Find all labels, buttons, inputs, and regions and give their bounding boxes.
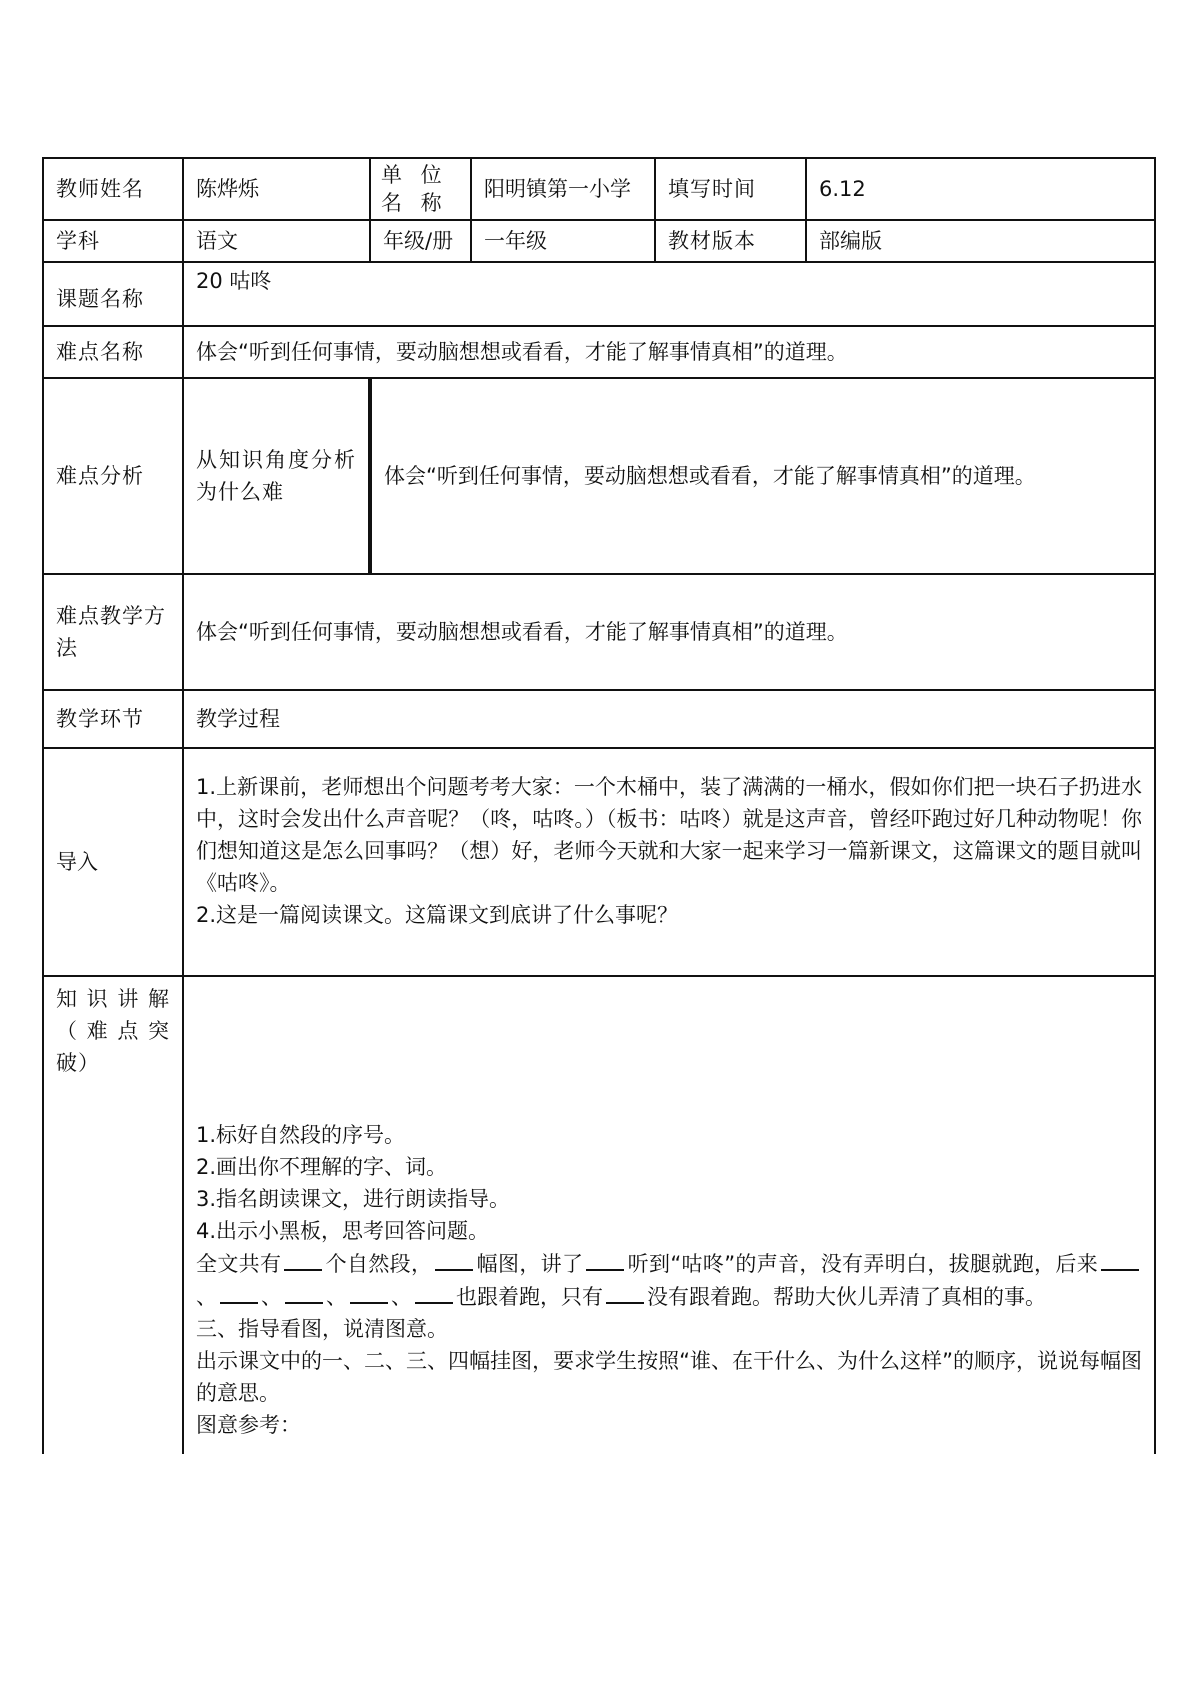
fill-text-f: 没有跟着跑。帮助大伙儿弄清了真相的事。 xyxy=(647,1285,1046,1309)
knowledge-label: 知识讲解（难点突破） xyxy=(43,976,183,1454)
fill-text-a: 全文共有 xyxy=(196,1252,282,1276)
edition-label: 教材版本 xyxy=(655,220,806,262)
difficulty-row xyxy=(43,326,1155,378)
knowledge-step-5: 三、指导看图，说清图意。 xyxy=(196,1317,448,1341)
grade-value: 一年级 xyxy=(471,220,655,262)
title-row xyxy=(43,262,1155,326)
lesson-plan-table xyxy=(42,157,1156,1454)
knowledge-step-1: 1.标好自然段的序号。 xyxy=(196,1123,406,1147)
blank-paragraph-count[interactable] xyxy=(284,1247,322,1271)
fill-sep-3: 、 xyxy=(326,1285,347,1309)
method-value: 体会“听到任何事情，要动脑想想或看看，才能了解事情真相”的道理。 xyxy=(183,574,1155,690)
analysis-label: 难点分析 xyxy=(43,378,183,574)
subject-label: 学科 xyxy=(43,220,183,262)
difficulty-value: 体会“听到任何事情，要动脑想想或看看，才能了解事情真相”的道理。 xyxy=(183,326,1155,378)
fill-in-question xyxy=(196,1247,1142,1313)
blank-follower-5[interactable] xyxy=(415,1280,453,1304)
process-label: 教学过程 xyxy=(183,690,1155,748)
difficulty-label: 难点名称 xyxy=(43,326,183,378)
blank-follower-2[interactable] xyxy=(220,1280,258,1304)
method-row xyxy=(43,574,1155,690)
blank-picture-count[interactable] xyxy=(435,1247,473,1271)
intro-paragraph-1: 1.上新课前，老师想出个问题考考大家：一个木桶中，装了满满的一桶水，假如你们把一块石子扔进水中，这时会发出什么声音呢？（咚，咕咚。）（板书：咕咚）就是这声音，曾经吓跑过好几种动物呢！你们想知道这是怎么回事吗？（想）好，老师今天就和大家一起来学习一篇新课文，这篇课文的题目就叫《咕咚》。 xyxy=(196,775,1142,895)
method-label: 难点教学方法 xyxy=(43,574,183,690)
analysis-sub-label: 从知识角度分析为什么难 xyxy=(183,378,370,574)
unit-label: 单 位 名 称 xyxy=(370,158,471,220)
date-label: 填写时间 xyxy=(655,158,806,220)
fill-text-e: 也跟着跑，只有 xyxy=(456,1285,603,1309)
fill-text-c: 幅图，讲了 xyxy=(476,1252,584,1276)
teacher-label: 教师姓名 xyxy=(43,158,183,220)
blank-follower-1[interactable] xyxy=(1101,1247,1139,1271)
blank-who-stayed[interactable] xyxy=(606,1280,644,1304)
knowledge-content xyxy=(183,976,1155,1454)
intro-label: 导入 xyxy=(43,748,183,976)
teacher-name: 陈烨烁 xyxy=(183,158,370,220)
knowledge-step-6: 出示课文中的一、二、三、四幅挂图，要求学生按照“谁、在干什么、为什么这样”的顺序，说说每幅图的意思。 xyxy=(196,1349,1142,1405)
date-value: 6.12 xyxy=(806,158,1155,220)
knowledge-step-7: 图意参考： xyxy=(196,1413,301,1437)
fill-sep-4: 、 xyxy=(391,1285,412,1309)
blank-follower-4[interactable] xyxy=(350,1280,388,1304)
title-label: 课题名称 xyxy=(43,262,183,326)
knowledge-step-3: 3.指名朗读课文，进行朗读指导。 xyxy=(196,1187,511,1211)
knowledge-step-2: 2.画出你不理解的字、词。 xyxy=(196,1155,448,1179)
intro-row xyxy=(43,748,1155,976)
intro-content xyxy=(183,748,1155,976)
stage-label: 教学环节 xyxy=(43,690,183,748)
blank-follower-3[interactable] xyxy=(285,1280,323,1304)
edition-value: 部编版 xyxy=(806,220,1155,262)
knowledge-row xyxy=(43,976,1155,1454)
subject-value: 语文 xyxy=(183,220,370,262)
header-row-2 xyxy=(43,220,1155,262)
knowledge-step-4: 4.出示小黑板，思考回答问题。 xyxy=(196,1219,490,1243)
analysis-row xyxy=(43,378,1155,574)
fill-text-d: 听到“咕咚”的声音，没有弄明白，拔腿就跑，后来 xyxy=(627,1252,1099,1276)
fill-sep-1: 、 xyxy=(196,1285,217,1309)
stage-row xyxy=(43,690,1155,748)
blank-who-heard[interactable] xyxy=(586,1247,624,1271)
fill-sep-2: 、 xyxy=(261,1285,282,1309)
grade-label: 年级/册 xyxy=(370,220,471,262)
title-value: 20 咕咚 xyxy=(183,262,1155,326)
header-row-1 xyxy=(43,158,1155,220)
analysis-value: 体会“听到任何事情，要动脑想想或看看，才能了解事情真相”的道理。 xyxy=(370,378,1155,574)
unit-name: 阳明镇第一小学 xyxy=(471,158,655,220)
intro-paragraph-2: 2.这是一篇阅读课文。这篇课文到底讲了什么事呢？ xyxy=(196,903,679,927)
lesson-plan-document xyxy=(42,157,1154,1454)
fill-text-b: 个自然段， xyxy=(325,1252,433,1276)
